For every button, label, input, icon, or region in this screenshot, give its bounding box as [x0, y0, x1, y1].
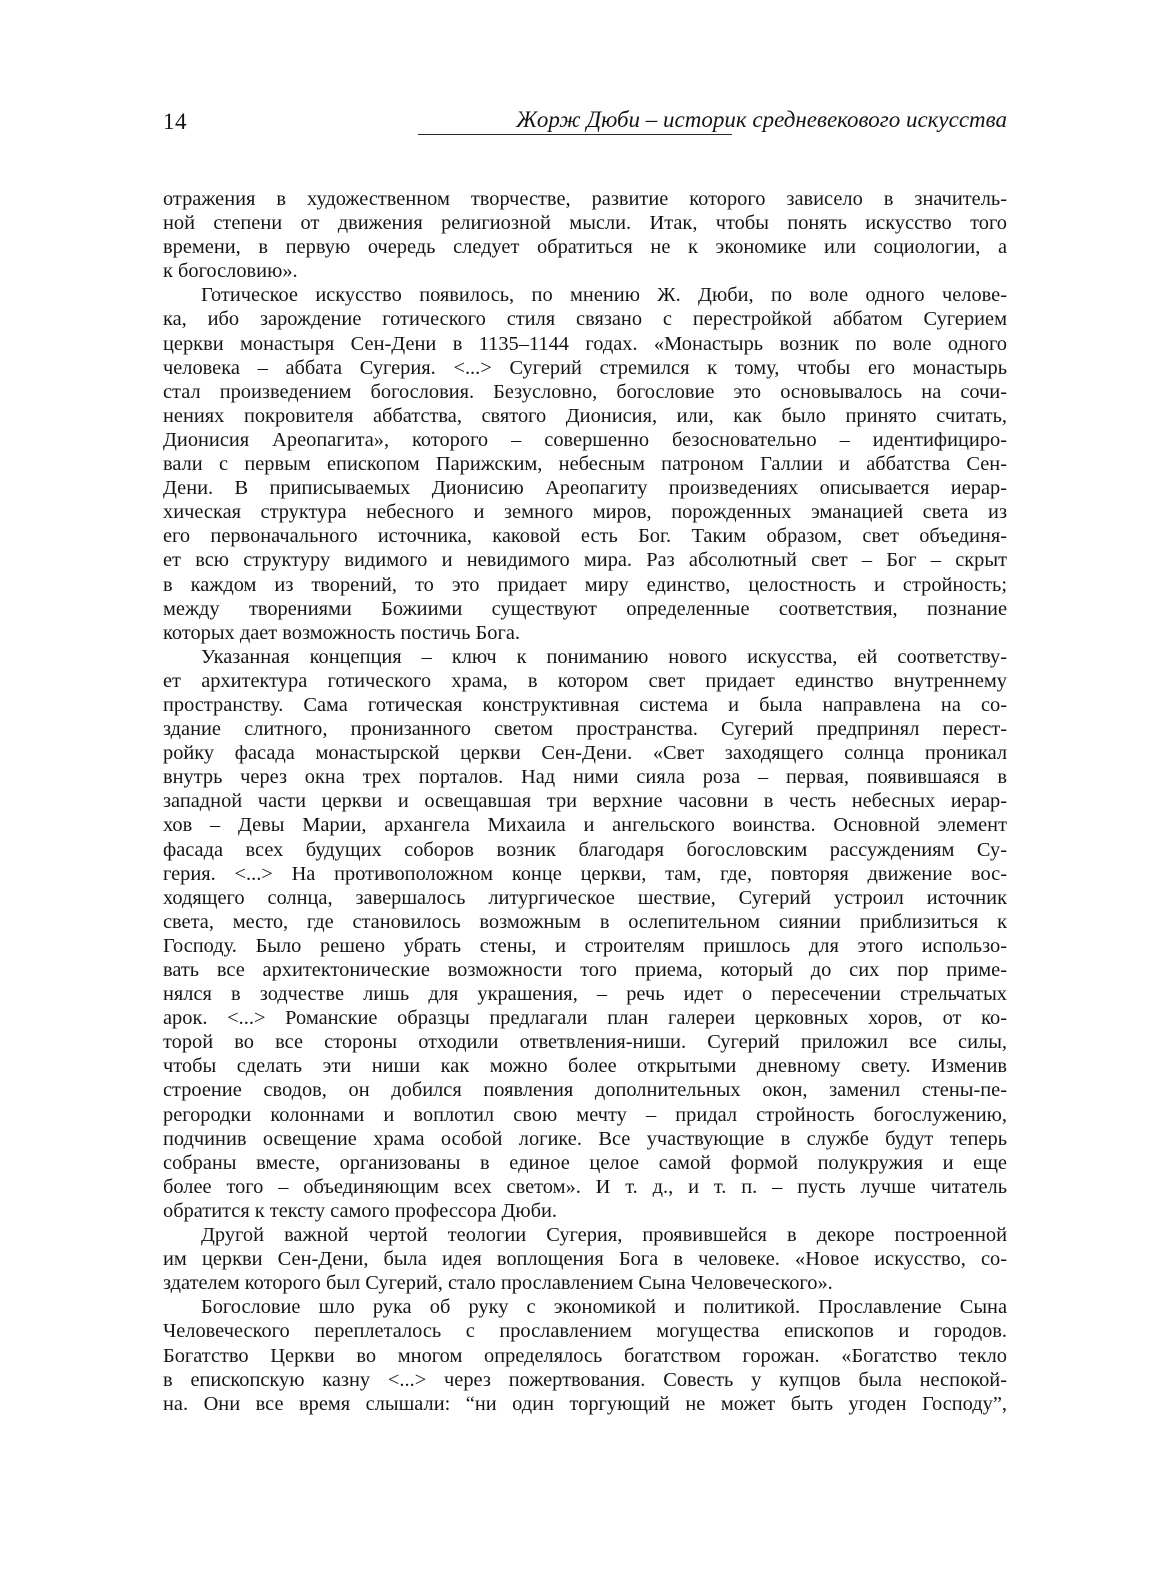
text-line: Богословие шло рука об руку с экономикой и политикой. Прославление Сына — [201, 1296, 1007, 1319]
text-line: к богословию». — [163, 260, 298, 283]
text-line: в епископскую казну <...> через пожертвования. Совесть у купцов была неспокой- — [163, 1368, 1007, 1391]
paragraph — [163, 187, 1007, 283]
text-line: вать все архитектонические возможности того приема, который до сих пор приме- — [163, 959, 1007, 981]
text-line: ка, ибо зарождение готического стиля связано с перестройкой аббатом Сугерием — [163, 308, 1007, 331]
text-line: Богатство Церкви во многом определялось богатством горожан. «Богатство текло — [163, 1344, 1007, 1367]
text-line: здание слитного, пронизанного светом пространства. Сугерий предпринял перест- — [163, 718, 1007, 741]
paragraph — [163, 645, 1007, 1223]
page-header — [163, 103, 1007, 143]
text-line: хическая структура небесного и земного миров, порожденных эманацией света из — [163, 501, 1007, 524]
text-line: нениях покровителя аббатства, святого Дионисия, или, как было принято считать, — [163, 404, 1007, 427]
header-underline — [418, 134, 732, 135]
text-line: ной степени от движения религиозной мысли. Итак, чтобы понять искусство того — [163, 212, 1007, 235]
text-line: чтобы сделать эти ниши как можно более открытыми дневному свету. Изменив — [163, 1055, 1007, 1078]
text-line: ходящего солнца, завершалось литургическое шествие, Сугерий устроил источник — [163, 886, 1007, 909]
text-line: Человеческого переплеталось с прославлением могущества епископов и городов. — [163, 1320, 1007, 1343]
text-line: строение сводов, он добился появления дополнительных окон, заменил стены-пе- — [163, 1079, 1007, 1102]
text-line: стал произведением богословия. Безусловно, богословие это основывалось на сочи- — [163, 380, 1007, 403]
text-line: Другой важной чертой теологии Сугерия, проявившейся в декоре построенной — [201, 1224, 1007, 1247]
text-line: западной части церкви и освещавшая три верхние часовни в честь небесных иерар- — [163, 790, 1007, 813]
text-line: герия. <...> На противоположном конце церкви, там, где, повторяя движение вос- — [163, 862, 1007, 885]
text-line: ройку фасада монастырской церкви Сен-Дени. «Свет заходящего солнца проникал — [163, 742, 1007, 765]
text-line: им церкви Сен-Дени, была идея воплощения Бога в человеке. «Новое искусство, со- — [163, 1248, 1007, 1271]
text-line: Господу. Было решено убрать стены, и строителям пришлось для этого использо- — [163, 934, 1007, 957]
text-line: обратится к тексту самого профессора Дюби. — [163, 1199, 557, 1222]
text-line: нялся в зодчестве лишь для украшения, – речь идет о пересечении стрельчатых — [163, 983, 1007, 1006]
text-line: вали с первым епископом Парижским, небесным патроном Галлии и аббатства Сен- — [163, 453, 1007, 476]
text-line: внутрь через окна трех порталов. Над ними сияла роза – первая, появившаяся в — [163, 766, 1007, 789]
text-line: которых дает возможность постичь Бога. — [163, 621, 520, 644]
text-line: церкви монастыря Сен-Дени в 1135–1144 годах. «Монастырь возник по воле одного — [163, 332, 1007, 355]
paragraph — [163, 283, 1007, 644]
text-line: отражения в художественном творчестве, развитие которого зависело в значитель- — [163, 188, 1007, 210]
text-line: здателем которого был Сугерий, стало прославлением Сына Человеческого». — [163, 1272, 833, 1295]
text-line: пространству. Сама готическая конструктивная система и была направлена на со- — [163, 693, 1007, 716]
text-line: подчинив освещение храма особой логике. Все участвующие в службе будут теперь — [163, 1127, 1007, 1150]
text-line: хов – Девы Марии, архангела Михаила и ангельского воинства. Основной элемент — [163, 814, 1007, 837]
text-line: Дени. В приписываемых Дионисию Ареопагиту произведениях описывается иерар- — [163, 477, 1007, 500]
text-line: собраны вместе, организованы в единое целое самой формой полукружия и еще — [163, 1151, 1007, 1174]
text-line: в каждом из творений, то это придает миру единство, целостность и стройность; — [163, 573, 1007, 596]
text-line: регородки колоннами и воплотил свою мечту – придал стройность богослужению, — [163, 1103, 1007, 1126]
text-line: света, место, где становилось возможным в ослепительном сиянии приблизиться к — [163, 910, 1007, 933]
running-title: Жорж Дюби – историк средневекового искусства — [516, 107, 1007, 132]
text-line: торой во все стороны отходили ответвления-ниши. Сугерий приложил все силы, — [163, 1031, 1007, 1054]
text-line: Дионисия Ареопагита», которого – совершенно безосновательно – идентифициро- — [163, 428, 1007, 451]
text-line: ет архитектура готического храма, в котором свет придает единство внутреннему — [163, 669, 1007, 692]
text-line: Готическое искусство появилось, по мнению Ж. Дюби, по воле одного челове- — [201, 284, 1007, 307]
text-line: времени, в первую очередь следует обратиться не к экономике или социологии, а — [163, 236, 1007, 259]
text-line: его первоначального источника, каковой есть Бог. Таким образом, свет объединя- — [163, 525, 1007, 548]
text-line: человека – аббата Сугерия. <...> Сугерий стремился к тому, чтобы его монастырь — [163, 356, 1007, 379]
text-line: на. Они все время слышали: “ни один торгующий не может быть угоден Господу”, — [163, 1392, 1007, 1415]
text-line: ет всю структуру видимого и невидимого мира. Раз абсолютный свет – Бог – скрыт — [163, 549, 1007, 572]
text-line: между творениями Божиими существуют определенные соответствия, познание — [163, 597, 1007, 620]
text-line: более того – объединяющим всех светом». И т. д., и т. п. – пусть лучше читатель — [163, 1175, 1007, 1198]
paragraph — [163, 1295, 1007, 1415]
text-line: Указанная концепция – ключ к пониманию нового искусства, ей соответству- — [201, 645, 1007, 668]
text-line: фасада всех будущих соборов возник благодаря богословским рассуждениям Су- — [163, 838, 1007, 861]
paragraph — [163, 1223, 1007, 1295]
page-number: 14 — [163, 109, 187, 134]
body-text — [163, 187, 1007, 1416]
text-line: арок. <...> Романские образцы предлагали план галереи церковных хоров, от ко- — [163, 1007, 1007, 1030]
